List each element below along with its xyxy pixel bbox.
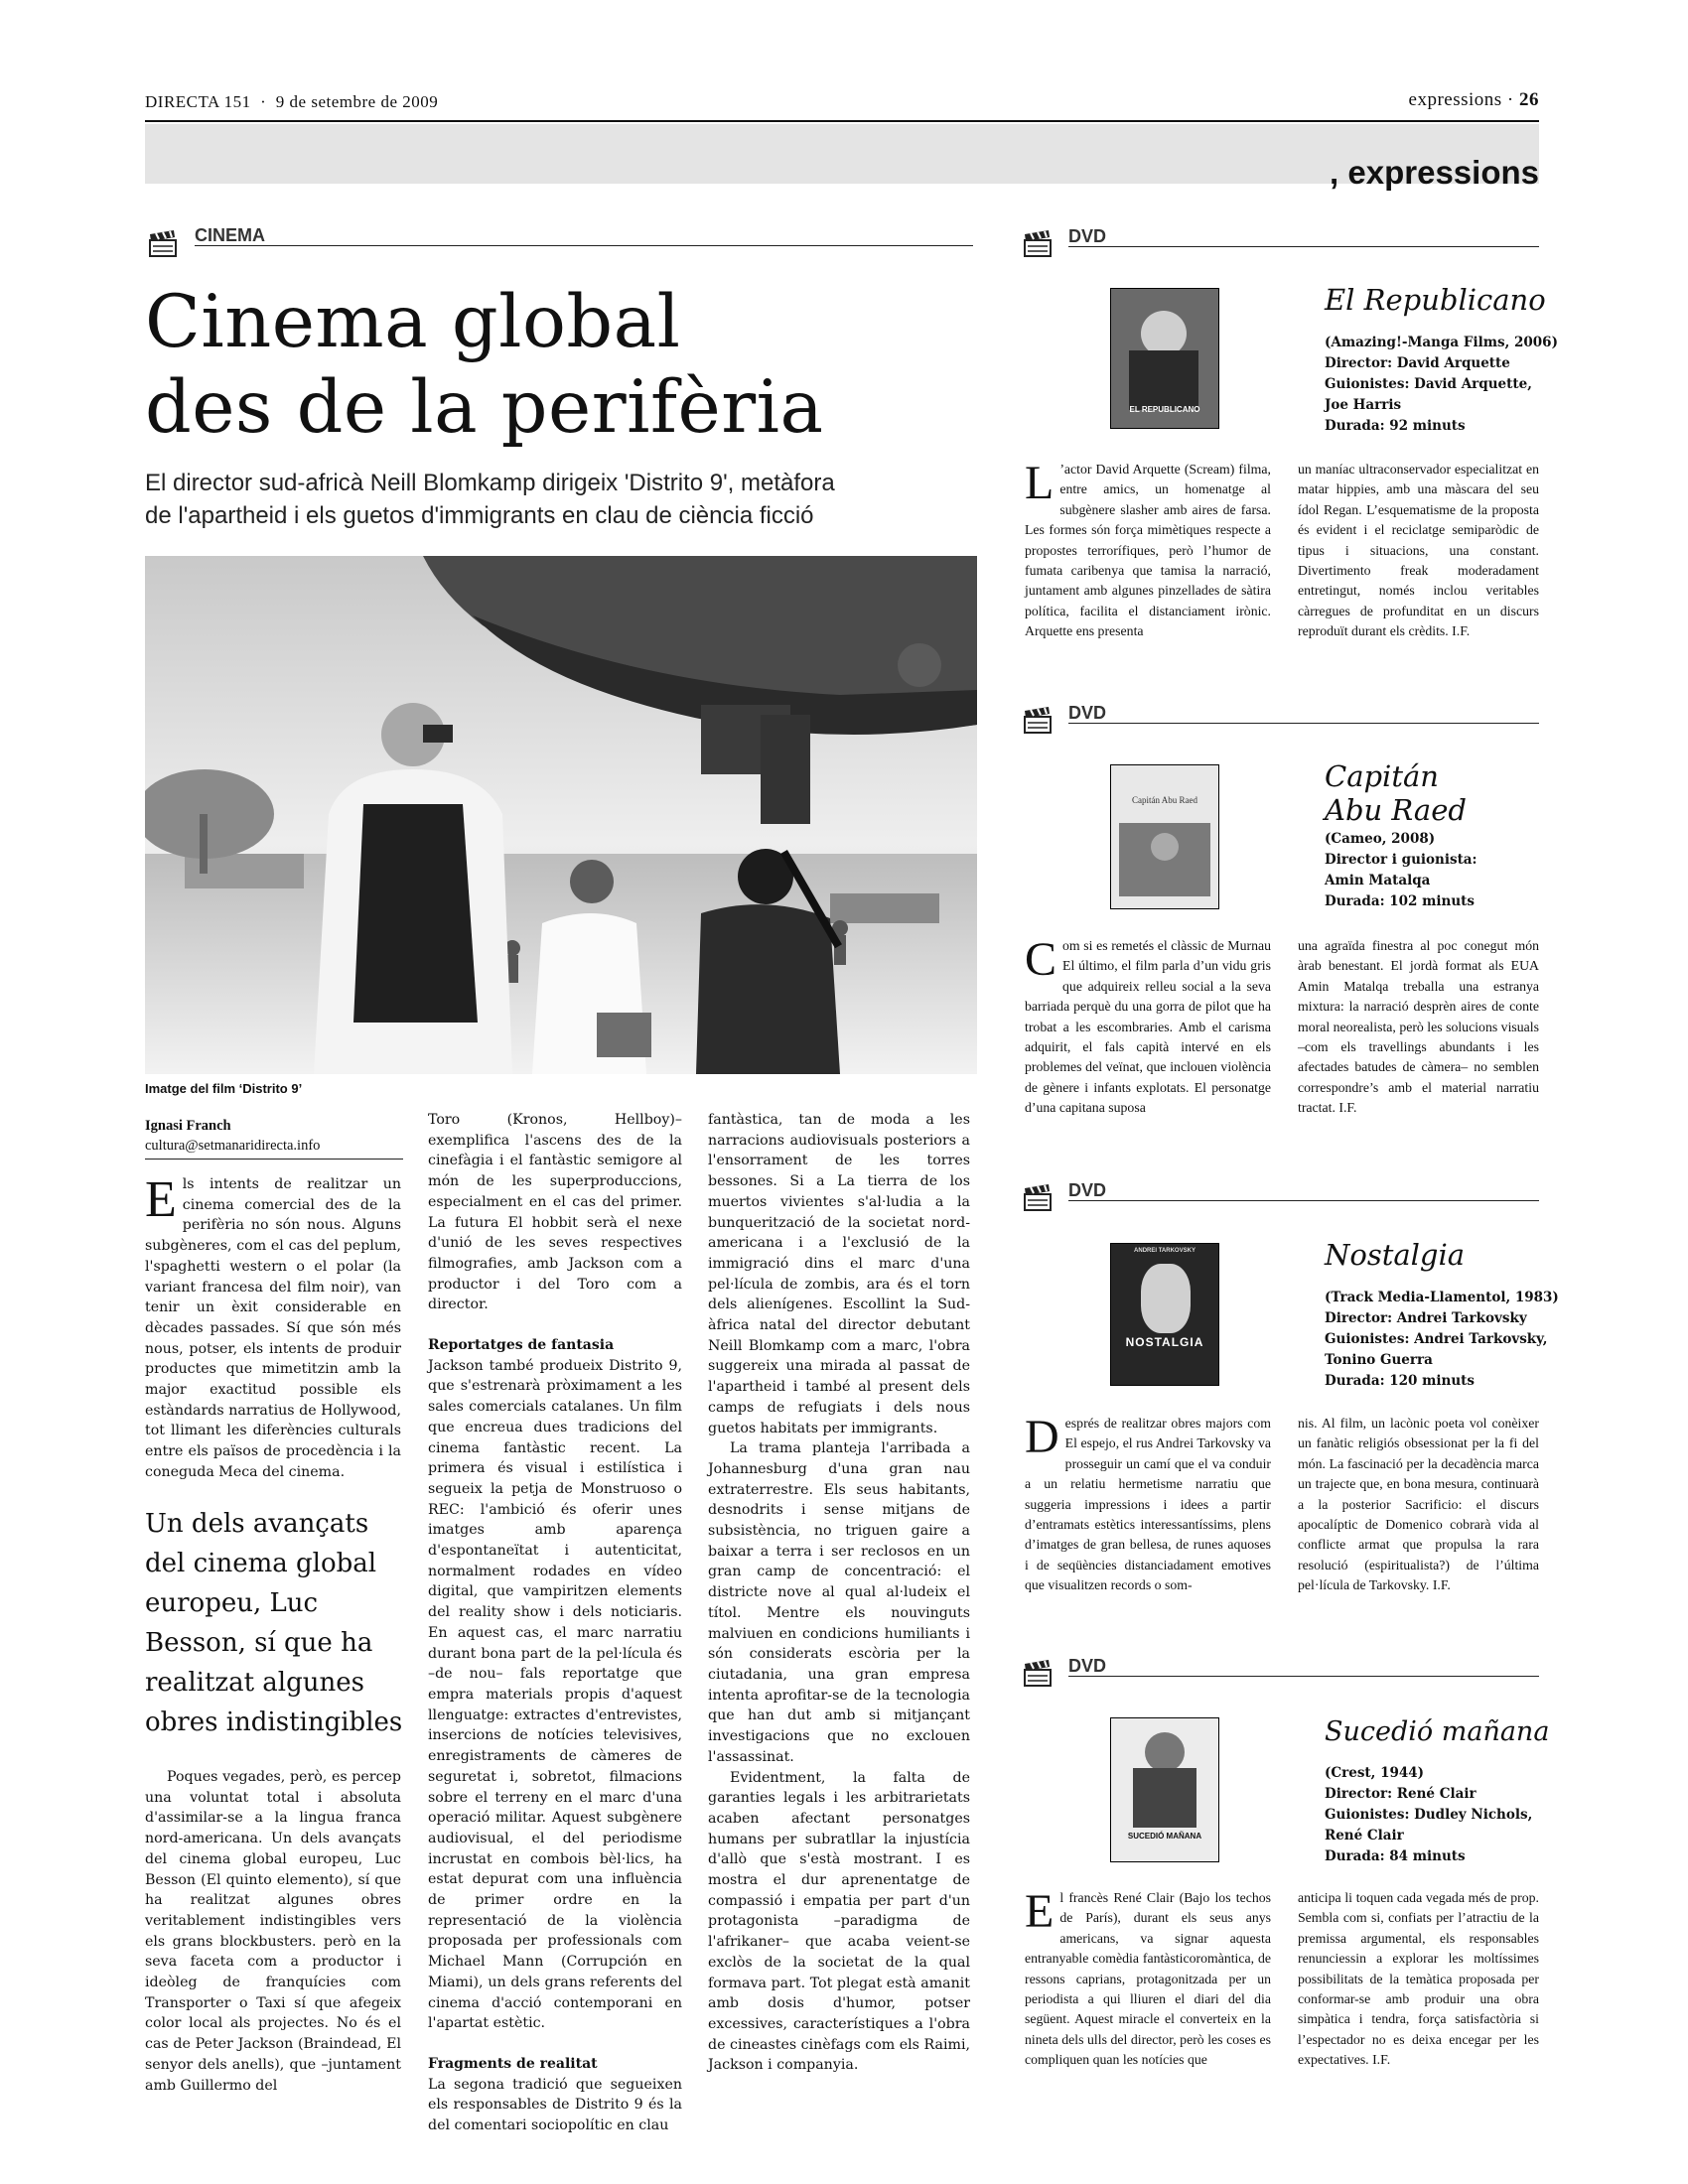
section-band-label: , expressions [1330, 154, 1539, 191]
dvd-cover-republicano: EL REPUBLICANO [1110, 288, 1219, 429]
section-label-cinema: CINEMA [195, 225, 265, 245]
dvd-meta-nostalgia: (Track Media-Llamentol, 1983) Director: Andrei Tarkovsky Guionistes: Andrei Tarkovsky, Tonino Guerra Durada: 120 minuts [1325, 1290, 1559, 1389]
photo-caption: Imatge del film ‘Distrito 9’ [145, 1081, 303, 1096]
film-photo [145, 556, 977, 1074]
dvd-meta-sucedio: (Crest, 1944) Director: René Clair Guionistes: Dudley Nichols, René Clair Durada: 84 minuts [1325, 1765, 1533, 1864]
section-label-dvd: DVD [1068, 1656, 1107, 1676]
section-rule [195, 245, 973, 246]
clapperboard-icon [1023, 707, 1053, 735]
section-label-dvd: DVD [1068, 703, 1107, 723]
page-title: Cinema global des de la perifèria [145, 280, 824, 450]
dvd-meta-abu-raed: (Cameo, 2008) Director i guionista: Amin Matalqa Durada: 102 minuts [1325, 831, 1477, 909]
subtitle: El director sud-africà Neill Blomkamp dirigeix 'Distrito 9', metàfora de l'apartheid i els guetos d'immigrants en clau de ciència ficció [145, 470, 835, 529]
subhead-fragments: Fragments de realitat [428, 2055, 598, 2072]
clapperboard-icon [1023, 230, 1053, 258]
subhead-reportatges: Reportatges de fantasia [428, 1337, 615, 1354]
dvd-review-sucedio-col2: anticipa li toquen cada vegada més de prop. Sembla com si, confiats per l’atractiu de la premissa argumental, els responsables renunciessin a explorar les moltíssimes possibilitats de la temàtica proposada per conformar-se amb produir una obra simpàtica i tendra, força satisfactòria si l’espectador no es deixa encegar per les expectatives. I.F. [1298, 1890, 1539, 2068]
section-rule [1068, 1676, 1539, 1677]
byline: Ignasi Franch cultura@setmanaridirecta.info [145, 1118, 321, 1154]
dvd-cover-nostalgia: ANDREI TARKOVSKY NOSTALGIA [1110, 1243, 1219, 1386]
dvd-cover-sucedio: SUCEDIÓ MAÑANA [1110, 1717, 1219, 1862]
dvd-review-republicano-col1: L ’actor David Arquette (Scream) filma, entre amics, un homenatge al subgènere slasher amb aires de farsa. Les formes són força mimètiques respecte a propostes terrorífiques, però l’humor de fumata caribenya que tamisa la narració, juntament amb algunes pinzellades de sàtira política, facilita el distanciament irònic. Arquette ens presenta [1025, 457, 1271, 639]
dvd-cover-abu-raed: Capitán Abu Raed [1110, 764, 1219, 909]
dvd-title-republicano: El Republicano [1325, 283, 1546, 317]
section-label-dvd: DVD [1068, 1180, 1107, 1200]
dvd-title-nostalgia: Nostalgia [1325, 1238, 1466, 1272]
header-rule [145, 120, 1539, 122]
dvd-review-abu-raed-col1: Com si es remetés el clàssic de Murnau El último, el film parla d’un vidu gris que adquireix relleu social a la seva barriada perquè du una gorra de pilot que ha trobat a les escombraries. Amb el carisma adquirit, el fals capità intervé en els problemes del veïnat, que inclouen violència de gènere i infants explotats. El personatge d’una capitana suposa [1025, 933, 1271, 1116]
dvd-meta-republicano: (Amazing!-Manga Films, 2006) Director: David Arquette Guionistes: David Arquette, Joe Harris Durada: 92 minuts [1325, 335, 1558, 434]
pull-quote: Un dels avançats del cinema global europeu, Luc Besson, sí que ha realitzat algunes obres indistingibles [145, 1509, 403, 1737]
article-column-1: Els intents de realitzar un cinema comercial des de la perifèria no són nous. Alguns subgèneres, com el cas del peplum, l'spaghetti western o el polar (la variant francesa del film noir), van tenir un èxit considerable en dècades passades. Sí que són més nous, potser, els intents de produir productes que mimetitzin amb la major exactitud possible els estàndards narratius de Hollywood, tot llimant les diferències culturals entre els països de procedència i la coneguda Meca del cinema. [145, 1171, 401, 1480]
section-rule [1068, 246, 1539, 247]
dvd-title-sucedio: Sucedió mañana [1325, 1716, 1550, 1747]
dvd-review-abu-raed-col2: una agraïda finestra al poc conegut món àrab benestant. El jordà format als EUA Amin Matalqa treballa una estranya mixtura: la narració desprèn aires de conte moral neorealista, però les solucions visuals –com els travellings abundants i les afectades batudes de càmera– no semblen correspondre’s amb el material narratiu tractat. I.F. [1298, 938, 1539, 1116]
page-folio: expressions · 26 [1408, 89, 1539, 110]
section-rule [1068, 1200, 1539, 1201]
dvd-title-abu-raed: Capitán Abu Raed [1325, 759, 1467, 827]
dvd-review-nostalgia-col2: nis. Al film, un lacònic poeta vol conèixer un fanàtic religiós obsessionat per la fi del món. La fascinació per la decadència marca un trajecte que, en bona mesura, continuarà a la posterior Sacrificio: el discurs apocalíptic de Domenico cobrarà vida al conflicte armat que propulsa la rara resolució (espiritualista?) de l’última pel·lícula de Tarkovsky. I.F. [1298, 1416, 1539, 1593]
dvd-review-republicano-col2: un maníac ultraconservador especialitzat en matar hippies, amb una màscara del seu ídol Regan. L’esquematisme de la proposta és evident i el reciclatge semiparòdic de tipus i situacions, una constant. Divertimento freak moderadament entretingut, només inclou veritables càrregues de profunditat en un discurs reproduït durant els crèdits. I.F. [1298, 462, 1539, 639]
drop-cap: E [145, 1171, 177, 1228]
article-column-1b: Poques vegades, però, es percep una voluntat total i absoluta d'assimilar-se a la lingua franca nord-americana. Un dels avançats del cinema global europeu, Luc Besson (El quinto elemento), sí que ha realitzat algunes obres veritablement indistingibles vers els grans blockbusters. però en la seva faceta com a productor i ideòleg de franquícies com Transporter o Taxi sí que afegeix color local als projectes. No és el cas de Peter Jackson (Braindead, El senyor dels anells), que –juntament amb Guillermo del [145, 1769, 401, 2094]
section-label-dvd: DVD [1068, 226, 1107, 246]
dvd-review-sucedio-col1: El francès René Clair (Bajo los techos de París), durant els seus anys americans, va signar aquesta entranyable comèdia fantàsticoromàntica, de ressons caprians, protagonitzada per un periodista a qui lliuren el diari del dia següent. Aquest miracle el converteix en la nineta dels ulls del director, però les coses es compliquen quan les notícies que [1025, 1885, 1271, 2068]
article-column-3: fantàstica, tan de moda a les narracions audiovisuals posteriors a l'ensorrament de les torres bessones. Si a La tierra de los muertos vivientes s'al·ludia a la bunquerització de la societat nord-americana i a l'exclusió de la immigració dins el marc d'una pel·lícula de zombis, ara és el torn dels alienígenes. Escollint la Sud-àfrica natal del director debutant Neill Blomkamp com a marc, l'obra suggereix una mirada al passat de l'apartheid i també al present dels camps de refugiats i dels nous guetos habitats per immigrants. La trama planteja l'arribada a Johannesburg d'una gran nau extraterrestre. Els seus habitants, desnodrits i sense mitjans de subsistència, no triguen gaire a baixar a terra i ser reclosos en un gran camp de concentració: el districte nove al qual al·ludeix el títol. Mentre els nouvinguts malviuen en condicions humiliants i són considerats escòria per la ciutadania, una gran empresa intenta aprofitar-se de la tecnologia que han dut amb si mitjançant investigacions que no exclouen l'assassinat. Evidentment, la falta de garanties legals i les arbitrarietats acaben afectant personatges humans per subratllar la injustícia d'allò que s'està mostrant. I es mostra el dur aprenentatge de compassió i empatia per part d'un protagonista –paradigma de l'afrikaner– que acaba veient-se exclòs de la societat de la qual formava part. Tot plegat està amanit amb dosis d'humor, potser excessives, característiques a l'obra de cineastes cinèfags com els Raimi, Jackson i companyia. [708, 1112, 970, 2074]
clapperboard-icon [1023, 1660, 1053, 1688]
clapperboard-icon [148, 230, 178, 258]
section-rule [1068, 723, 1539, 724]
clapperboard-icon [1023, 1184, 1053, 1212]
article-column-2: Toro (Kronos, Hellboy)– exemplifica l'ascens des de la cinefàgia i el fantàstic semigore al món de les superproduccions, especialment en el cas del primer. La futura El hobbit serà el nexe d'unió de les seves respectives filmografies, amb Jackson com a productor i del Toro com a director. Reportatges de fantasia Jackson també produeix Distrito 9, que s'estrenarà pròximament a les sales comercials catalanes. Un film que encreua dues tradicions del cinema fantàstic recent. La primera és visual i estilística i segueix la petja de Monstruoso o REC: l'ambició és oferir unes imatges amb aparença d'espontaneïtat i autenticitat, normalment rodades en vídeo digital, que vampiritzen elements del reality show i dels noticiaris. En aquest cas, el marc narratiu durant bona part de la pel·lícula és –de nou– fals reportatge que empra materials propis d'aquest llenguatge: extractes d'entrevistes, insercions de notícies televisives, enregistraments de càmeres de seguretat i, sobretot, filmacions sobre el terreny en el marc d'una operació militar. Aquest subgènere audiovisual, el del periodisme incrustat en combois bèl·lics, ha estat depurat com una influència de primer ordre en la representació de la violència proposada per professionals com Michael Mann (Corrupción en Miami), un dels grans referents del cinema d'acció contemporani en l'apartat estètic. Fragments de realitat La segona tradició que segueixen els responsables de Distrito 9 és la del comentari sociopolític en clau [428, 1112, 682, 2134]
dvd-review-nostalgia-col1: Després de realitzar obres majors com El espejo, el rus Andrei Tarkovsky va prosseguir un camí que el va conduir a un relatiu hermetisme narratiu que suggeria impressions i idees a partir d’entramats estètics interessantíssims, plens d’imatges de gran bellesa, de runes aquoses i de seqüències distanciadament emotives que visualitzen records o som- [1025, 1411, 1271, 1593]
byline-rule [145, 1159, 403, 1160]
issue-label: DIRECTA 151 · 9 de setembre de 2009 [145, 92, 439, 111]
